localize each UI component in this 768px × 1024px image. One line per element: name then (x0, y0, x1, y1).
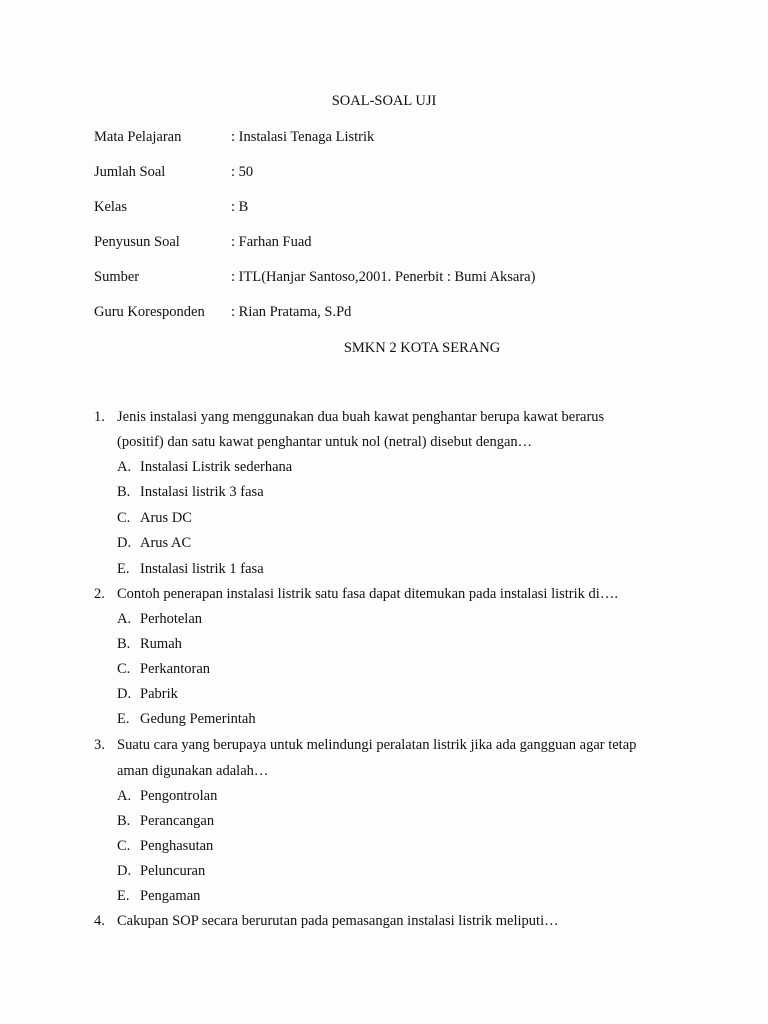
school-name: SMKN 2 KOTA SERANG (343, 340, 501, 356)
option-text: Penghasutan (140, 838, 214, 854)
option-text: Perhotelan (140, 611, 203, 627)
info-value: : ITL(Hanjar Santoso,2001. Penerbit : Bumi Aksara) (231, 269, 536, 285)
question-number: 2. (94, 586, 105, 602)
question-text: Contoh penerapan instalasi listrik satu fasa dapat ditemukan pada instalasi listrik di…. (117, 586, 618, 602)
option-text: Arus AC (140, 535, 192, 551)
option-letter: D. (117, 863, 132, 879)
option-text: Pengontrolan (140, 788, 218, 804)
option-letter: C. (117, 838, 131, 854)
info-label: Sumber (94, 269, 140, 285)
document-title: SOAL-SOAL UJI (331, 93, 437, 109)
question-text: (positif) dan satu kawat penghantar untuk nol (netral) disebut dengan… (117, 434, 533, 450)
option-letter: D. (117, 686, 132, 702)
option-letter: D. (117, 535, 132, 551)
info-value: : Rian Pratama, S.Pd (231, 304, 352, 320)
info-label: Kelas (94, 199, 128, 215)
option-letter: C. (117, 661, 131, 677)
question-text: Jenis instalasi yang menggunakan dua buah kawat penghantar berupa kawat berarus (117, 409, 605, 425)
option-text: Pengaman (140, 888, 201, 904)
info-value: : Instalasi Tenaga Listrik (231, 129, 375, 145)
option-letter: B. (117, 813, 131, 829)
question-number: 1. (94, 409, 105, 425)
info-value: : B (231, 199, 249, 215)
option-letter: B. (117, 636, 131, 652)
question-text: Suatu cara yang berupaya untuk melindungi peralatan listrik jika ada gangguan agar tetap (117, 737, 637, 753)
option-letter: B. (117, 484, 131, 500)
option-letter: C. (117, 510, 131, 526)
option-letter: E. (117, 561, 130, 577)
option-text: Arus DC (140, 510, 192, 526)
info-label: Guru Koresponden (94, 304, 205, 320)
info-value: : Farhan Fuad (231, 234, 312, 250)
option-text: Peluncuran (140, 863, 206, 879)
option-text: Instalasi Listrik sederhana (140, 459, 293, 475)
option-text: Perkantoran (140, 661, 211, 677)
option-text: Perancangan (140, 813, 215, 829)
info-label: Jumlah Soal (94, 164, 166, 180)
question-text: aman digunakan adalah… (117, 763, 269, 779)
question-number: 3. (94, 737, 105, 753)
option-text: Gedung Pemerintah (140, 711, 256, 727)
option-text: Rumah (140, 636, 182, 652)
option-text: Instalasi listrik 3 fasa (140, 484, 264, 500)
option-text: Instalasi listrik 1 fasa (140, 561, 264, 577)
info-label: Penyusun Soal (94, 234, 180, 250)
option-letter: A. (117, 459, 132, 475)
option-letter: A. (117, 788, 132, 804)
option-text: Pabrik (140, 686, 178, 702)
question-text: Cakupan SOP secara berurutan pada pemasangan instalasi listrik meliputi… (117, 913, 559, 929)
option-letter: E. (117, 888, 130, 904)
question-number: 4. (94, 913, 105, 929)
info-value: : 50 (231, 164, 254, 180)
option-letter: E. (117, 711, 130, 727)
option-letter: A. (117, 611, 132, 627)
info-label: Mata Pelajaran (94, 129, 182, 145)
